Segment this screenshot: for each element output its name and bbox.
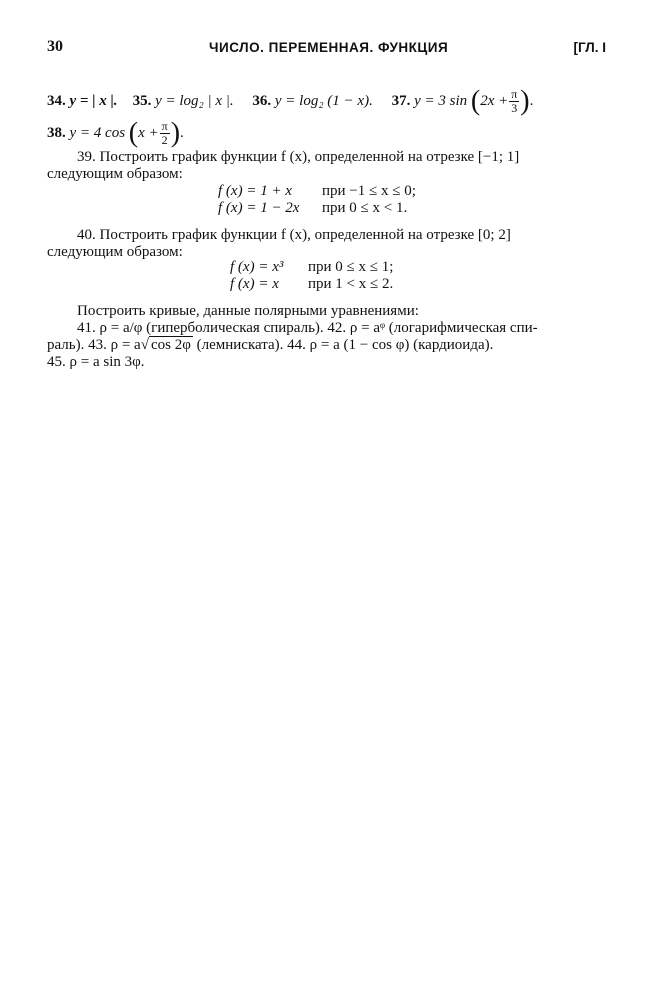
problem-35-expr: y = log₂ | x |. <box>155 92 234 109</box>
close-paren: ) <box>170 117 181 149</box>
problem-40-case-1-cond: при 0 ≤ x ≤ 1; <box>308 259 394 275</box>
problem-38-fraction <box>160 120 170 147</box>
problem-37-fraction <box>509 88 519 115</box>
problem-40-case-1-expr: f (x) = x³ <box>230 259 284 275</box>
fraction-numerator: π <box>511 87 518 101</box>
polar-intro: Построить кривые, данные полярными уравнениями: <box>77 303 419 319</box>
problem-38-expr-inner: x + <box>138 124 159 141</box>
chapter-label: [ГЛ. I <box>573 40 606 55</box>
problem-36-expr: y = log₂ (1 − x). <box>274 92 373 109</box>
problem-39-case-2-expr: f (x) = 1 − 2x <box>218 200 300 216</box>
polar-line-1: 41. ρ = a/φ (гиперболическая спираль). 42. ρ = aᵠ (логарифмическая спи- <box>77 320 538 336</box>
problem-39-line-2: следующим образом: <box>47 166 183 182</box>
problem-39-case-1-expr: f (x) = 1 + x <box>218 183 292 199</box>
open-paren: ( <box>470 85 481 117</box>
problem-40-case-2-cond: при 1 < x ≤ 2. <box>308 276 394 292</box>
problem-38 <box>47 117 606 149</box>
running-title: ЧИСЛО. ПЕРЕМЕННАЯ. ФУНКЦИЯ <box>209 40 449 55</box>
problem-37-number: 37. <box>391 92 411 109</box>
polar-line-2-prefix: раль). 43. ρ = a <box>47 337 141 353</box>
problem-35-number: 35. <box>132 92 152 109</box>
polar-line-2 <box>47 336 606 354</box>
polar-line-2-rest: (лемниската). 44. ρ = a (1 − cos φ) (кардиоида). <box>192 337 494 353</box>
problem-38-tail: . <box>180 124 184 141</box>
open-paren: ( <box>128 117 139 149</box>
problem-40-case-2-expr: f (x) = x <box>230 276 279 292</box>
problem-39-case-2-cond: при 0 ≤ x < 1. <box>322 200 408 216</box>
problem-37-expr-inner: 2x + <box>480 92 509 109</box>
problem-34-expr: y = | x |. <box>69 92 118 109</box>
fraction-denominator: 2 <box>161 133 168 147</box>
problem-39-line-1: 39. Построить график функции f (x), определенной на отрезке [−1; 1] <box>77 149 520 165</box>
polar-line-3: 45. ρ = a sin 3φ. <box>47 354 145 370</box>
problem-40-line-1: 40. Построить график функции f (x), определенной на отрезке [0; 2] <box>77 227 511 243</box>
page-number: 30 <box>47 38 63 55</box>
problem-36-number: 36. <box>252 92 272 109</box>
close-paren: ) <box>520 85 530 117</box>
problem-40-line-2: следующим образом: <box>47 244 183 260</box>
sqrt-content: cos 2φ <box>150 337 191 353</box>
fraction-numerator: π <box>161 119 168 133</box>
page-header <box>47 38 606 60</box>
problem-39-case-1-cond: при −1 ≤ x ≤ 0; <box>322 183 416 199</box>
problem-38-expr-prefix: y = 4 cos <box>69 124 126 141</box>
sqrt-symbol: √ <box>140 337 149 353</box>
problems-34-37 <box>47 85 606 117</box>
fraction-denominator: 3 <box>511 101 518 115</box>
problem-34-number: 34. <box>47 92 66 109</box>
problem-37-tail: . <box>529 92 534 109</box>
problem-37-expr-prefix: y = 3 sin <box>414 92 468 109</box>
problem-38-number: 38. <box>47 124 66 141</box>
